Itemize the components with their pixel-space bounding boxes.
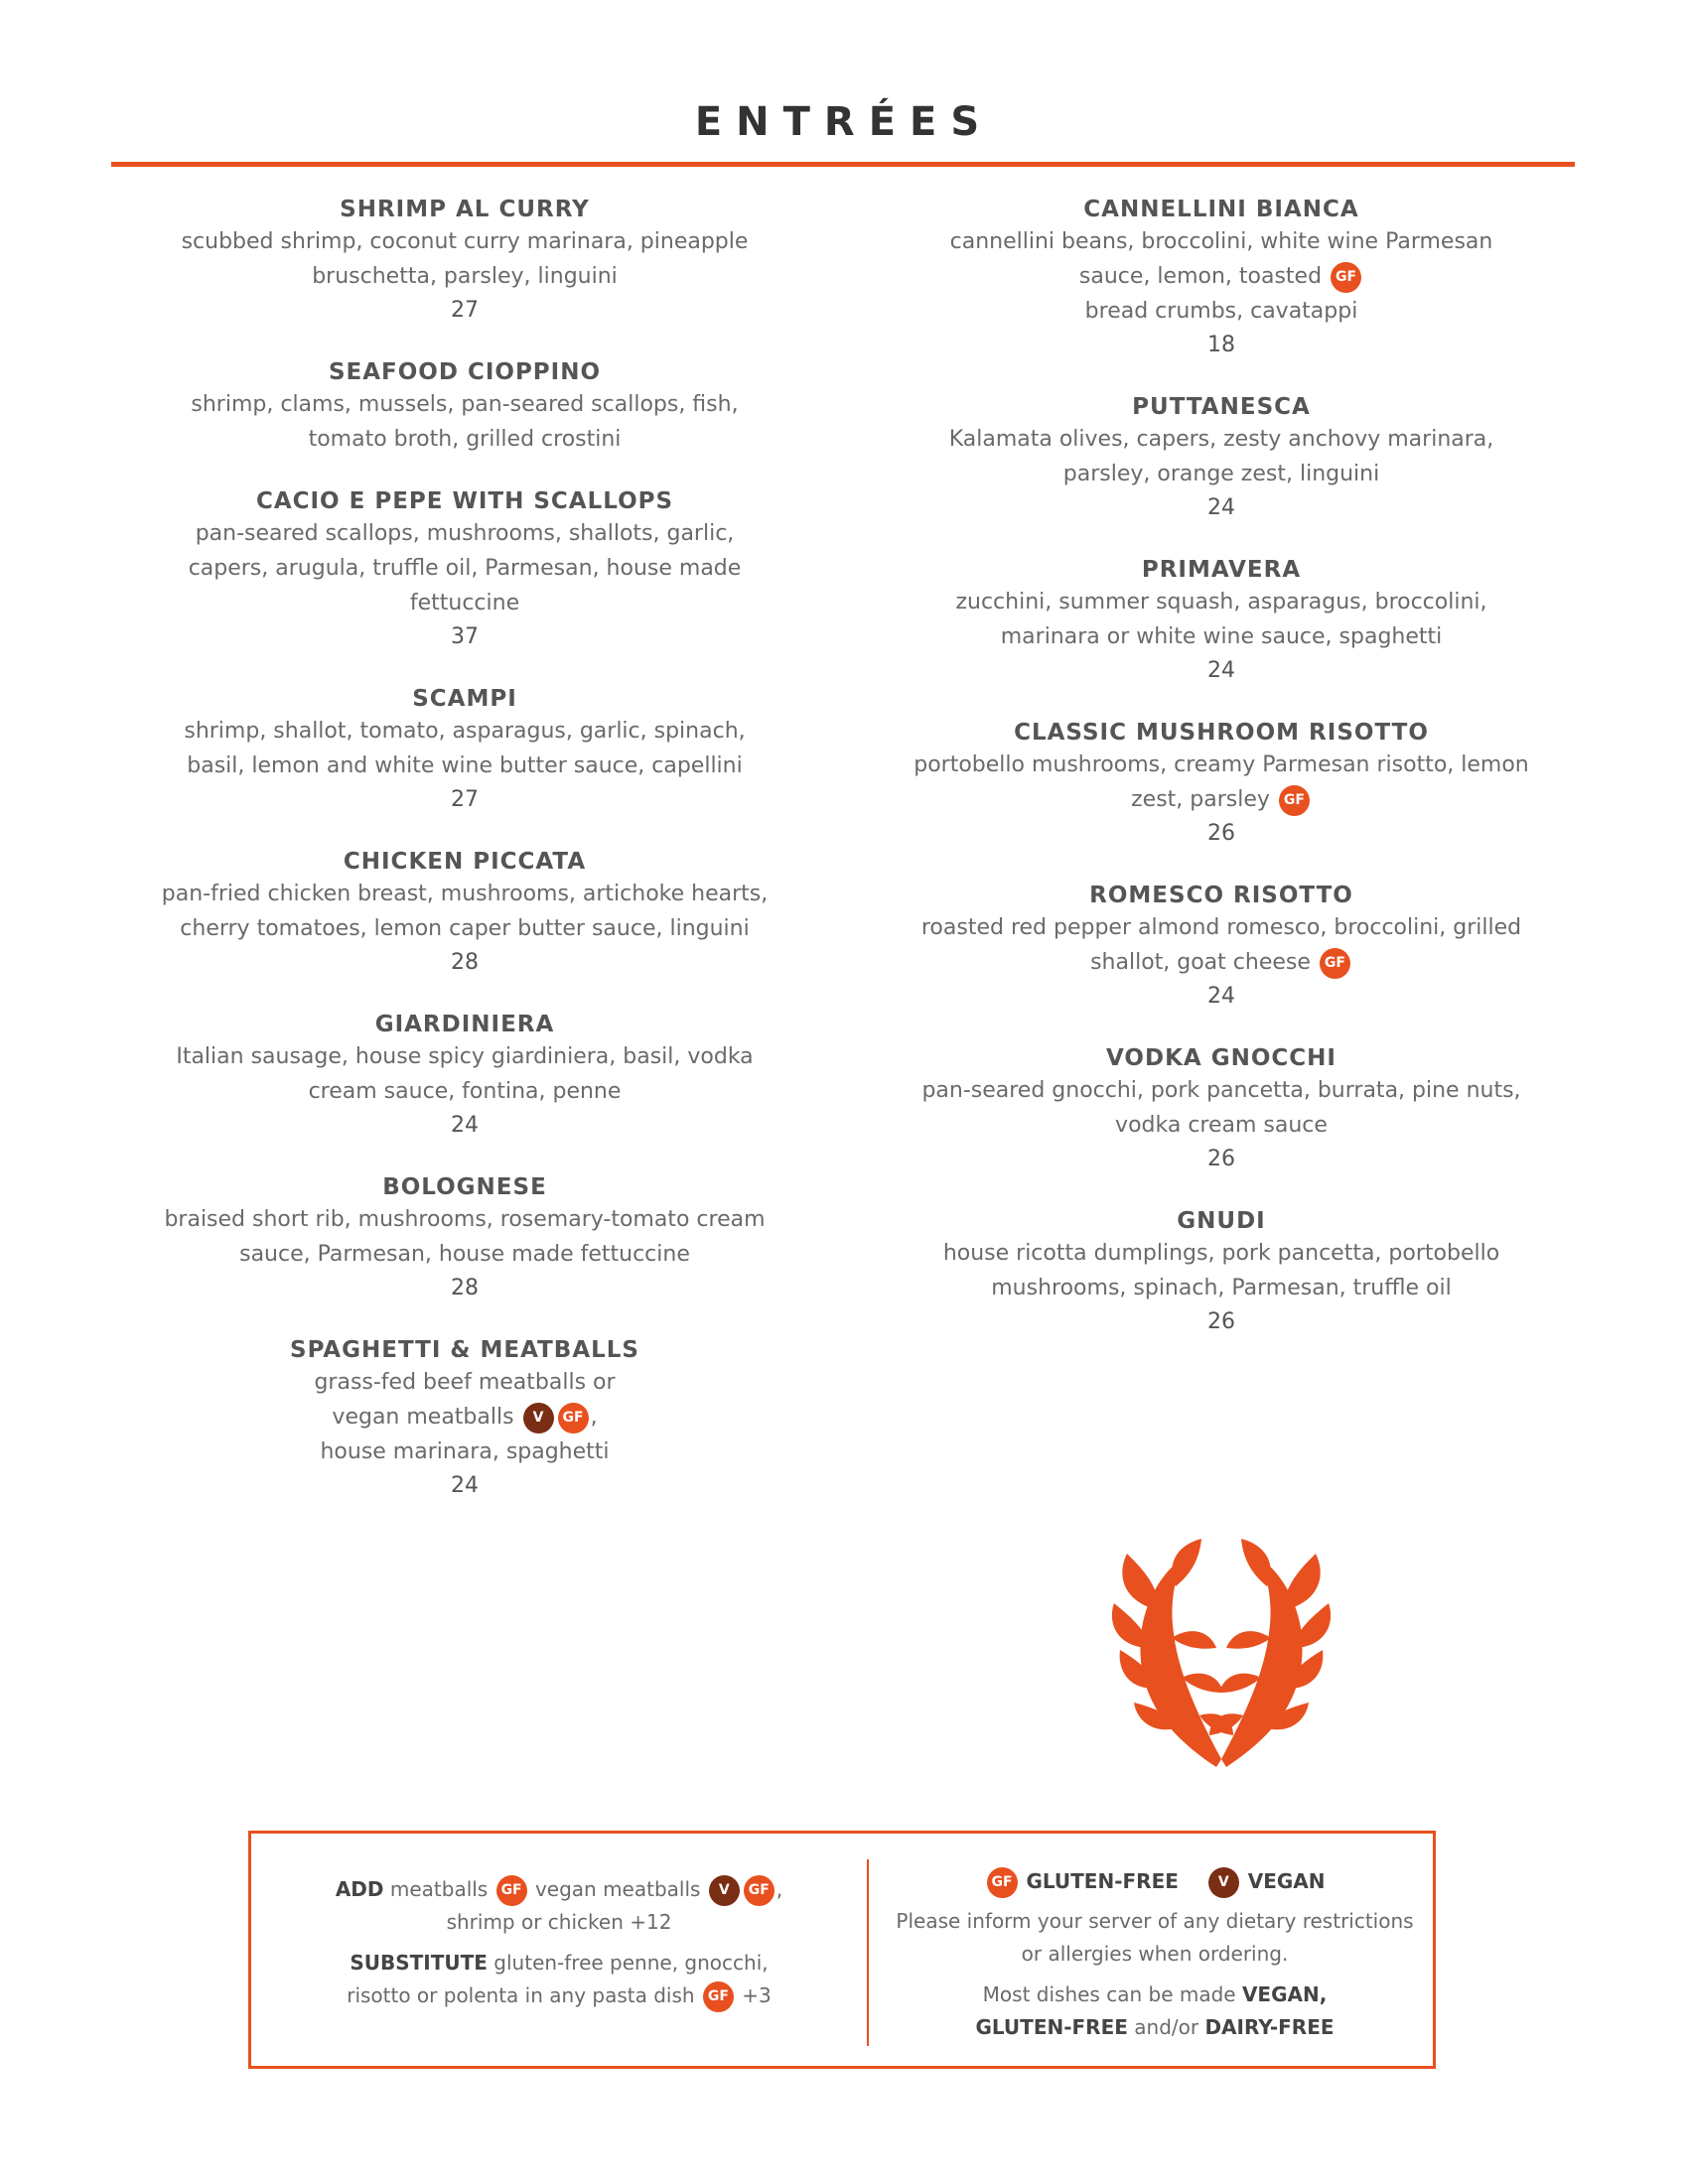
- item-price: 26: [1207, 821, 1235, 846]
- item-description: scubbed shrimp, coconut curry marinara, pineapple bruschetta, parsley, linguini: [181, 229, 749, 289]
- menu-item-puttanesca: [874, 392, 1569, 525]
- item-description: [874, 748, 1569, 817]
- item-price: 27: [451, 298, 479, 323]
- right-menu-column: [874, 195, 1569, 1369]
- item-price: 24: [451, 1473, 479, 1498]
- vegan-badge-icon: V: [1208, 1867, 1239, 1898]
- item-description: pan-seared scallops, mushrooms, shallots, garlic, capers, arugula, truffle oil, Parmesan, house made fettuccine: [188, 521, 742, 615]
- vegan-badge-icon: V: [709, 1875, 740, 1906]
- menu-item-chicken-piccata: [117, 847, 812, 980]
- gluten-free-badge-icon: GF: [1331, 262, 1361, 293]
- item-description-part: house marinara, spaghetti: [320, 1439, 610, 1464]
- item-price: 18: [1207, 333, 1235, 357]
- item-description: [874, 224, 1569, 329]
- add-label: ADD: [335, 1877, 384, 1901]
- item-description-part: grass-fed beef meatballs or: [314, 1370, 616, 1395]
- menu-item-vodka-gnocchi: [874, 1043, 1569, 1176]
- item-price: 28: [451, 950, 479, 975]
- item-price: 26: [1207, 1309, 1235, 1334]
- item-description: Italian sausage, house spicy giardiniera, basil, vodka cream sauce, fontina, penne: [176, 1044, 754, 1104]
- gluten-free-badge-icon: GF: [703, 1981, 734, 2012]
- item-name: SPAGHETTI & MEATBALLS: [290, 1337, 639, 1363]
- menu-item-scampi: [117, 684, 812, 817]
- item-price: 26: [1207, 1147, 1235, 1171]
- substitute-text-part: gluten-free penne, gnocchi,: [493, 1951, 769, 1975]
- item-name: PUTTANESCA: [1132, 394, 1311, 420]
- item-description: zucchini, summer squash, asparagus, broccolini, marinara or white wine sauce, spaghetti: [955, 590, 1487, 649]
- dietary-note: [887, 1979, 1423, 2044]
- gluten-free-badge-icon: GF: [1320, 948, 1350, 979]
- gluten-free-badge-icon: GF: [496, 1875, 527, 1906]
- dietary-legend-panel: [887, 1863, 1423, 2052]
- item-description: shrimp, shallot, tomato, asparagus, garlic, spinach, basil, lemon and white wine butter sauce, capellini: [184, 719, 746, 778]
- gluten-free-badge-icon: GF: [1279, 785, 1310, 816]
- dietary-note-df: DAIRY-FREE: [1204, 2015, 1335, 2039]
- menu-item-spaghetti-meatballs: [117, 1335, 812, 1503]
- allergy-notice: Please inform your server of any dietary restrictions or allergies when ordering.: [896, 1909, 1414, 1966]
- item-price: 28: [451, 1276, 479, 1300]
- item-price: 24: [1207, 984, 1235, 1009]
- item-name: ROMESCO RISOTTO: [1089, 883, 1353, 908]
- item-description: [874, 910, 1569, 980]
- gluten-free-badge-icon: GF: [558, 1403, 589, 1433]
- substitute-label: SUBSTITUTE: [350, 1951, 488, 1975]
- item-description-part: vegan meatballs: [332, 1405, 514, 1430]
- add-substitute-panel: [271, 1873, 847, 2020]
- menu-item-giardiniera: [117, 1010, 812, 1143]
- item-name: BOLOGNESE: [382, 1174, 547, 1200]
- info-divider: [867, 1859, 869, 2046]
- gluten-free-badge-icon: GF: [744, 1875, 774, 1906]
- substitute-text: [271, 1947, 847, 2012]
- menu-item-shrimp-al-curry: [117, 195, 812, 328]
- substitute-text-part: +3: [742, 1983, 772, 2007]
- menu-item-cacio-e-pepe: [117, 486, 812, 654]
- item-price: 24: [1207, 658, 1235, 683]
- item-name: CACIO E PEPE WITH SCALLOPS: [255, 488, 674, 514]
- item-description: pan-fried chicken breast, mushrooms, artichoke hearts, cherry tomatoes, lemon caper butter sauce, linguini: [161, 882, 769, 941]
- item-name: CHICKEN PICCATA: [343, 849, 587, 875]
- menu-item-gnudi: [874, 1206, 1569, 1339]
- add-ons-text: ADD meatballs GF vegan meatballs V GF , shrimp or chicken +12: [335, 1877, 783, 1934]
- item-name: CLASSIC MUSHROOM RISOTTO: [1014, 720, 1429, 746]
- item-price: 37: [451, 624, 479, 649]
- legend-gluten-free: GLUTEN-FREE: [1026, 1869, 1179, 1893]
- menu-item-romesco-risotto: [874, 881, 1569, 1014]
- menu-item-cannellini-bianca: [874, 195, 1569, 362]
- menu-item-seafood-cioppino: [117, 357, 812, 457]
- item-price: 24: [451, 1113, 479, 1138]
- item-name: CANNELLINI BIANCA: [1083, 197, 1359, 222]
- item-price: 27: [451, 787, 479, 812]
- menu-item-classic-mushroom-risotto: [874, 718, 1569, 851]
- item-description-part: cannellini beans, broccolini, white wine Parmesan sauce, lemon, toasted: [949, 229, 1493, 289]
- page-title: ENTRÉES: [694, 99, 994, 145]
- left-menu-column: [117, 195, 812, 1533]
- item-name: GIARDINIERA: [374, 1012, 555, 1037]
- item-name: PRIMAVERA: [1141, 557, 1302, 583]
- title-divider: [111, 162, 1575, 167]
- item-name: SCAMPI: [412, 686, 517, 712]
- item-name: SHRIMP AL CURRY: [340, 197, 590, 222]
- item-description: shrimp, clams, mussels, pan-seared scallops, fish, tomato broth, grilled crostini: [191, 392, 739, 452]
- vegan-badge-icon: V: [523, 1403, 554, 1433]
- laurel-emblem-icon: [1112, 1539, 1331, 1777]
- item-description-part: bread crumbs, cavatappi: [1084, 299, 1358, 324]
- item-description: Kalamata olives, capers, zesty anchovy marinara, parsley, orange zest, linguini: [948, 427, 1494, 486]
- add-text: shrimp or chicken +12: [446, 1910, 672, 1934]
- gluten-free-badge-icon: GF: [987, 1867, 1018, 1898]
- add-text: meatballs: [389, 1877, 489, 1901]
- menu-item-primavera: [874, 555, 1569, 688]
- substitute-text-part: risotto or polenta in any pasta dish: [347, 1983, 695, 2007]
- item-name: GNUDI: [1177, 1208, 1266, 1234]
- dietary-note-part: and/or: [1134, 2015, 1199, 2039]
- item-description: braised short rib, mushrooms, rosemary-tomato cream sauce, Parmesan, house made fettuccine: [164, 1207, 766, 1267]
- item-name: SEAFOOD CIOPPINO: [328, 359, 602, 385]
- dietary-note-vegan: VEGAN,: [1241, 1982, 1328, 2006]
- item-description: house ricotta dumplings, pork pancetta, portobello mushrooms, spinach, Parmesan, truffle oil: [942, 1241, 1500, 1300]
- legend-vegan: VEGAN: [1247, 1869, 1326, 1893]
- dietary-note-part: Most dishes can be made: [982, 1982, 1236, 2006]
- item-name: VODKA GNOCCHI: [1106, 1045, 1336, 1071]
- dietary-legend: [887, 1863, 1423, 1899]
- item-description-part: portobello mushrooms, creamy Parmesan risotto, lemon zest, parsley: [914, 752, 1529, 812]
- item-description-part: roasted red pepper almond romesco, broccolini, grilled shallot, goat cheese: [920, 915, 1522, 975]
- item-description: grass-fed beef meatballs or vegan meatballs V GF , house marinara, spaghetti: [314, 1370, 616, 1464]
- item-price: 24: [1207, 495, 1235, 520]
- menu-item-bolognese: [117, 1172, 812, 1305]
- item-description: pan-seared gnocchi, pork pancetta, burrata, pine nuts, vodka cream sauce: [921, 1078, 1521, 1138]
- add-text: vegan meatballs: [534, 1877, 701, 1901]
- info-box: [248, 1831, 1436, 2069]
- dietary-note-gf: GLUTEN-FREE: [975, 2015, 1128, 2039]
